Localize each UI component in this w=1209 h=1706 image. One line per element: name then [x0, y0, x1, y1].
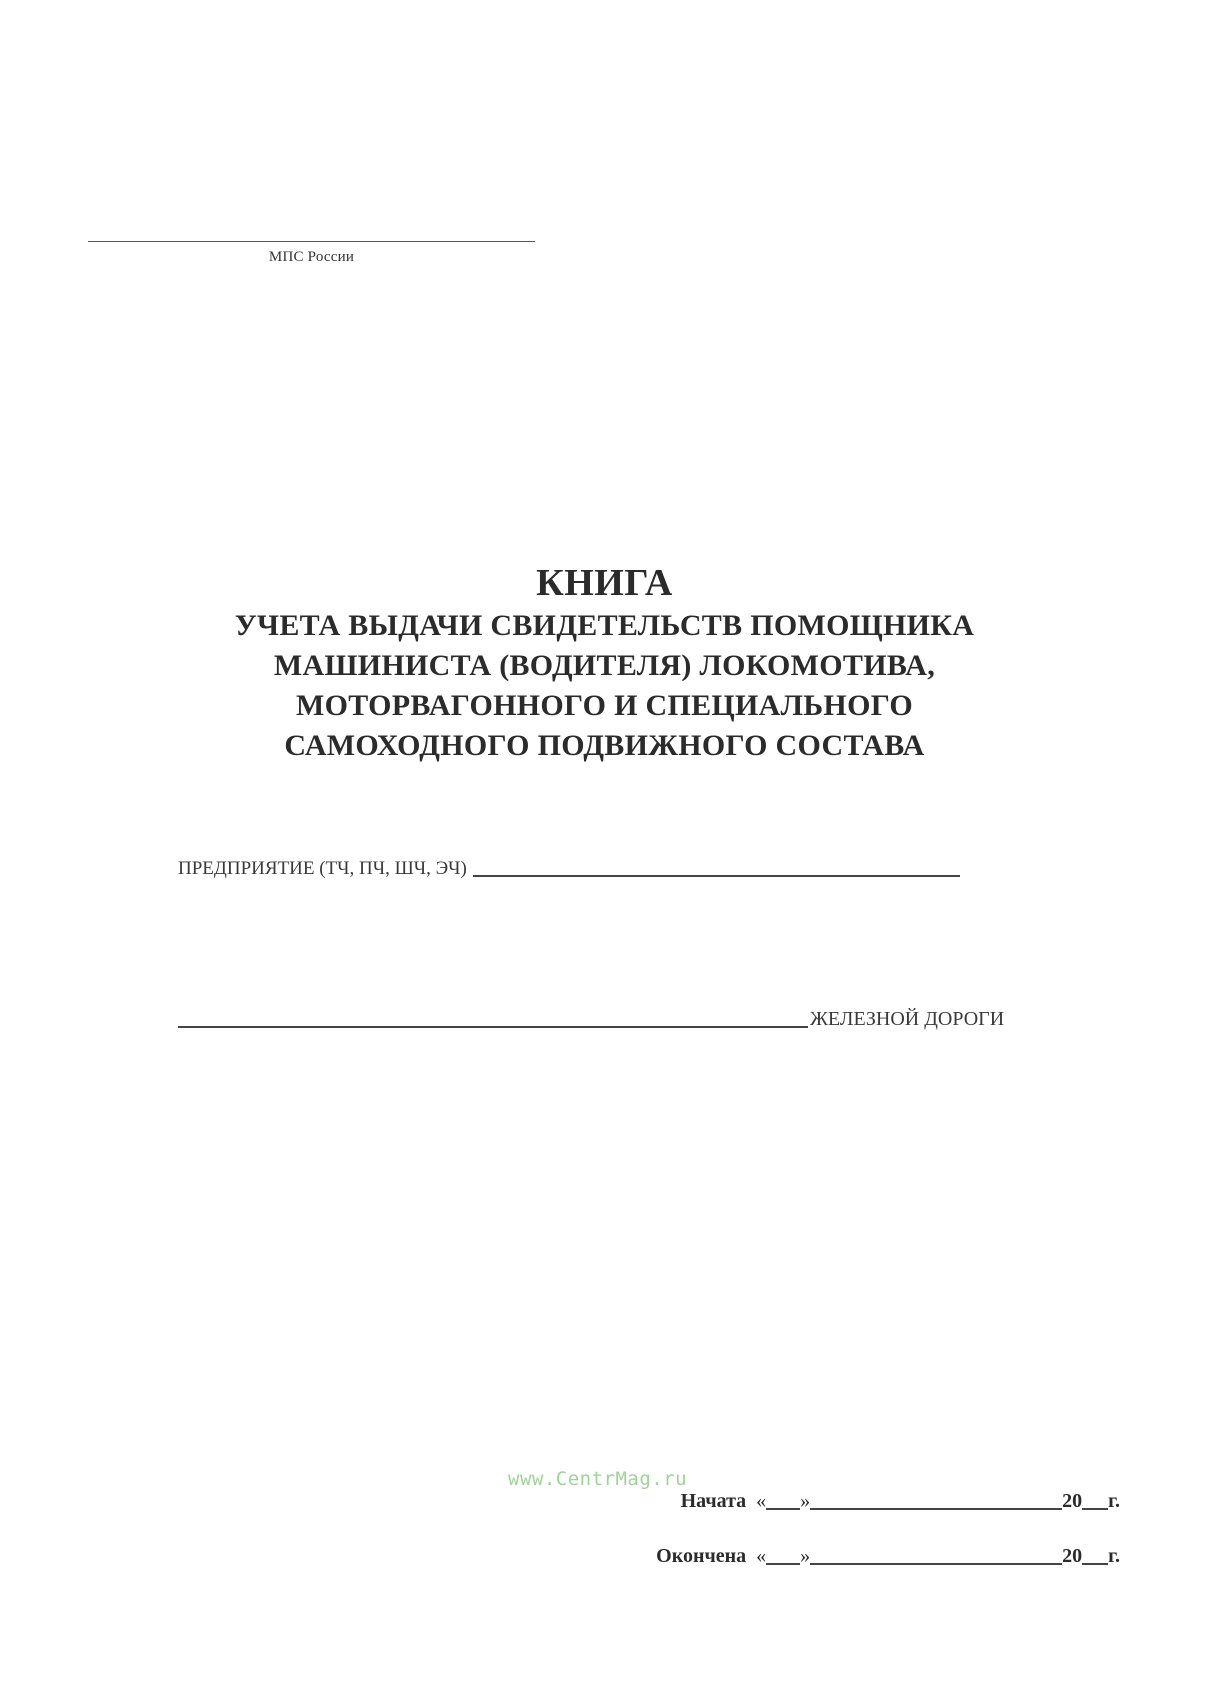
end-year-suffix: г.	[1108, 1545, 1120, 1567]
enterprise-field	[178, 858, 1058, 880]
start-date-label: Начата	[680, 1490, 747, 1512]
end-date-label: Окончена	[656, 1545, 747, 1567]
title-line-2: МАШИНИСТА (ВОДИТЕЛЯ) ЛОКОМОТИВА,	[273, 649, 936, 682]
open-quote: «	[756, 1545, 767, 1567]
end-year-prefix: 20	[1062, 1545, 1083, 1567]
start-year-prefix: 20	[1062, 1490, 1083, 1512]
end-date-row	[560, 1545, 1120, 1568]
title-main: КНИГА	[536, 562, 673, 604]
start-date-row	[560, 1490, 1120, 1513]
title-line-3: МОТОРВАГОННОГО И СПЕЦИАЛЬНОГО	[296, 689, 913, 722]
start-day-blank[interactable]	[766, 1508, 800, 1510]
start-year-blank[interactable]	[1082, 1508, 1108, 1510]
enterprise-label: ПРЕДПРИЯТИЕ (ТЧ, ПЧ, ШЧ, ЭЧ)	[178, 858, 467, 879]
close-quote: »	[800, 1545, 811, 1567]
railway-field	[178, 1008, 1058, 1031]
title-line-4: САМОХОДНОГО ПОДВИЖНОГО СОСТАВА	[284, 729, 925, 762]
start-year-suffix: г.	[1108, 1490, 1120, 1512]
open-quote: «	[756, 1490, 767, 1512]
start-month-blank[interactable]	[810, 1508, 1062, 1510]
watermark: www.CentrMag.ru	[508, 1468, 688, 1490]
end-day-blank[interactable]	[766, 1563, 800, 1565]
document-title	[0, 560, 1209, 766]
ministry-underline	[88, 241, 535, 242]
railway-label: ЖЕЛЕЗНОЙ ДОРОГИ	[810, 1008, 1005, 1030]
railway-blank[interactable]	[178, 1026, 808, 1028]
ministry-label: МПС России	[268, 249, 355, 265]
end-month-blank[interactable]	[810, 1563, 1062, 1565]
title-line-1: УЧЕТА ВЫДАЧИ СВИДЕТЕЛЬСТВ ПОМОЩНИКА	[234, 609, 975, 642]
close-quote: »	[800, 1490, 811, 1512]
end-year-blank[interactable]	[1082, 1563, 1108, 1565]
enterprise-blank[interactable]	[473, 875, 960, 877]
